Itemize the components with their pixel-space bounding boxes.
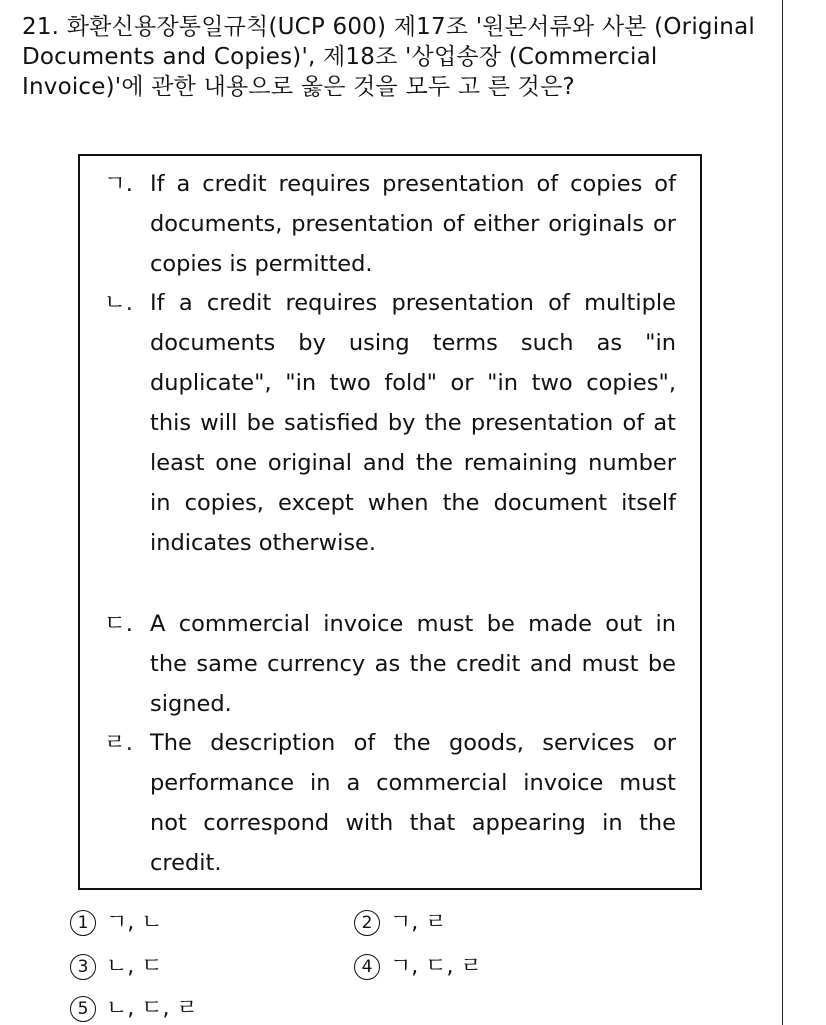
statement-text: If a credit requires presentation of copies of documents, presentation of either originals or copies is permitted.	[150, 171, 676, 277]
statement-mark: ㄱ.	[104, 171, 133, 197]
answer-choice-2[interactable]	[354, 908, 447, 938]
statement-item	[104, 164, 684, 284]
statement-text: The description of the goods, services or performance in a commercial invoice must not correspond with that appearing in the credit.	[150, 730, 676, 876]
choice-text: ㄱ, ㄹ	[390, 910, 447, 935]
answer-choice-4[interactable]	[354, 952, 482, 982]
statements-box	[78, 154, 702, 890]
choice-text: ㄱ, ㄴ	[106, 910, 163, 935]
question-text: 화환신용장통일규칙(UCP 600) 제17조 '원본서류와 사본 (Original Documents and Copies)', 제18조 '상업송장 (Commercial Invoice)'에 관한 내용으로 옳은 것을 모두 고 른 것은?	[22, 14, 755, 100]
question-number: 21.	[22, 14, 60, 40]
question-stem	[22, 12, 762, 102]
choice-number-circle: 1	[70, 910, 96, 936]
statement-text: If a credit requires presentation of multiple documents by using terms such as "in duplicate", "in two fold" or "in two copies", this will be satisfied by the presentation of at least one original and the remaining number in copies, except when the document itself indicates otherwise.	[150, 290, 676, 556]
choice-number-circle: 2	[354, 910, 380, 936]
statement-item	[104, 723, 684, 883]
statement-item	[104, 604, 684, 724]
choice-text: ㄴ, ㄷ, ㄹ	[106, 996, 198, 1021]
page-right-rule	[782, 0, 783, 1025]
choice-number-circle: 4	[354, 954, 380, 980]
choice-text: ㄴ, ㄷ	[106, 954, 163, 979]
statement-text: A commercial invoice must be made out in the same currency as the credit and must be signed.	[150, 611, 676, 717]
statement-mark: ㄹ.	[104, 730, 133, 756]
statement-item	[104, 283, 684, 563]
choice-text: ㄱ, ㄷ, ㄹ	[390, 954, 482, 979]
statement-mark: ㄷ.	[104, 611, 133, 637]
choice-number-circle: 5	[70, 996, 96, 1022]
answer-choice-1[interactable]	[70, 908, 163, 938]
statement-mark: ㄴ.	[104, 290, 133, 316]
answer-choice-5[interactable]	[70, 994, 198, 1024]
answer-choice-3[interactable]	[70, 952, 163, 982]
choice-number-circle: 3	[70, 954, 96, 980]
